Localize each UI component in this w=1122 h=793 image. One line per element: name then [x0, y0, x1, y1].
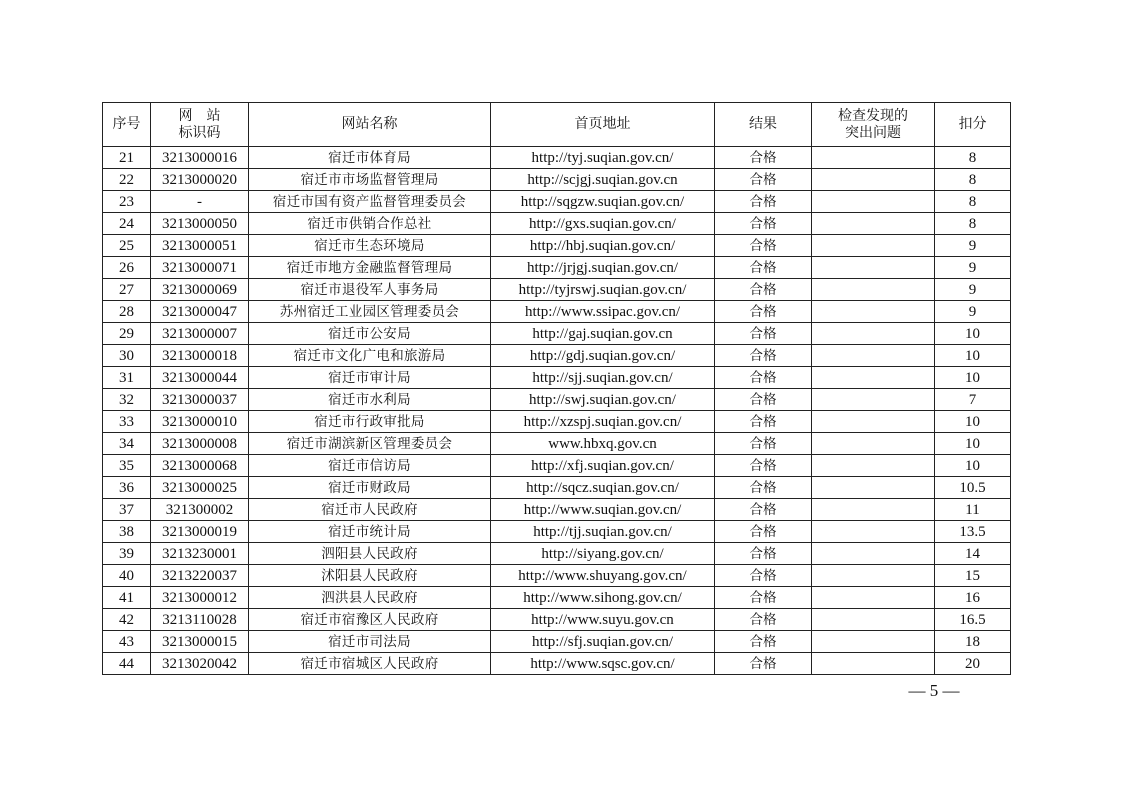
cell-site-code: 3213000007: [151, 323, 249, 345]
cell-score: 9: [935, 235, 1011, 257]
cell-issues: [812, 279, 935, 301]
cell-seq: 27: [103, 279, 151, 301]
header-site-code-line1: 网 站: [178, 107, 221, 124]
cell-site-name: 泗洪县人民政府: [249, 587, 491, 609]
cell-homepage-url: http://sjj.suqian.gov.cn/: [491, 367, 715, 389]
cell-homepage-url: http://jrjgj.suqian.gov.cn/: [491, 257, 715, 279]
cell-homepage-url: http://hbj.suqian.gov.cn/: [491, 235, 715, 257]
table-row: [103, 301, 1011, 323]
cell-score: 8: [935, 213, 1011, 235]
cell-result: 合格: [715, 389, 812, 411]
cell-site-code: 3213000071: [151, 257, 249, 279]
header-issues-line2: 突出问题: [845, 124, 901, 141]
table-row: [103, 169, 1011, 191]
cell-issues: [812, 147, 935, 169]
cell-seq: 34: [103, 433, 151, 455]
cell-result: 合格: [715, 367, 812, 389]
cell-score: 15: [935, 565, 1011, 587]
cell-issues: [812, 169, 935, 191]
header-issues: [812, 103, 935, 147]
cell-site-code: 3213230001: [151, 543, 249, 565]
table-row: [103, 323, 1011, 345]
cell-issues: [812, 411, 935, 433]
cell-site-name: 宿迁市财政局: [249, 477, 491, 499]
cell-homepage-url: http://gaj.suqian.gov.cn: [491, 323, 715, 345]
header-issues-line1: 检查发现的: [838, 107, 908, 124]
cell-site-code: 3213000050: [151, 213, 249, 235]
cell-seq: 44: [103, 653, 151, 675]
table-row: [103, 235, 1011, 257]
cell-score: 10: [935, 323, 1011, 345]
cell-homepage-url: http://tyj.suqian.gov.cn/: [491, 147, 715, 169]
cell-site-code: -: [151, 191, 249, 213]
table-body: [103, 147, 1011, 675]
cell-result: 合格: [715, 411, 812, 433]
cell-result: 合格: [715, 323, 812, 345]
cell-score: 14: [935, 543, 1011, 565]
cell-seq: 29: [103, 323, 151, 345]
cell-score: 9: [935, 257, 1011, 279]
cell-score: 8: [935, 169, 1011, 191]
header-homepage-url: 首页地址: [491, 103, 715, 147]
cell-seq: 41: [103, 587, 151, 609]
cell-homepage-url: http://www.suqian.gov.cn/: [491, 499, 715, 521]
cell-seq: 26: [103, 257, 151, 279]
table-row: [103, 653, 1011, 675]
cell-homepage-url: http://xfj.suqian.gov.cn/: [491, 455, 715, 477]
cell-score: 10: [935, 411, 1011, 433]
cell-site-code: 3213110028: [151, 609, 249, 631]
cell-result: 合格: [715, 301, 812, 323]
cell-score: 16: [935, 587, 1011, 609]
cell-site-code: 3213220037: [151, 565, 249, 587]
cell-homepage-url: http://gdj.suqian.gov.cn/: [491, 345, 715, 367]
cell-result: 合格: [715, 631, 812, 653]
cell-score: 20: [935, 653, 1011, 675]
cell-issues: [812, 587, 935, 609]
cell-site-code: 321300002: [151, 499, 249, 521]
cell-site-name: 宿迁市退役军人事务局: [249, 279, 491, 301]
cell-site-code: 3213000020: [151, 169, 249, 191]
cell-result: 合格: [715, 147, 812, 169]
cell-issues: [812, 345, 935, 367]
cell-seq: 21: [103, 147, 151, 169]
cell-issues: [812, 631, 935, 653]
cell-result: 合格: [715, 345, 812, 367]
cell-score: 8: [935, 147, 1011, 169]
header-seq: 序号: [103, 103, 151, 147]
table-row: [103, 609, 1011, 631]
cell-site-code: 3213000044: [151, 367, 249, 389]
website-inspection-table: [102, 102, 1011, 675]
cell-issues: [812, 367, 935, 389]
table-row: [103, 213, 1011, 235]
cell-site-name: 宿迁市人民政府: [249, 499, 491, 521]
header-row: [103, 103, 1011, 147]
table-row: [103, 631, 1011, 653]
cell-result: 合格: [715, 499, 812, 521]
cell-homepage-url: http://tjj.suqian.gov.cn/: [491, 521, 715, 543]
cell-issues: [812, 323, 935, 345]
cell-result: 合格: [715, 433, 812, 455]
cell-homepage-url: http://www.suyu.gov.cn: [491, 609, 715, 631]
table-row: [103, 521, 1011, 543]
cell-issues: [812, 301, 935, 323]
cell-result: 合格: [715, 477, 812, 499]
cell-seq: 39: [103, 543, 151, 565]
cell-score: 9: [935, 279, 1011, 301]
cell-score: 16.5: [935, 609, 1011, 631]
cell-site-name: 宿迁市司法局: [249, 631, 491, 653]
cell-site-code: 3213000016: [151, 147, 249, 169]
cell-score: 18: [935, 631, 1011, 653]
cell-site-name: 宿迁市水利局: [249, 389, 491, 411]
cell-result: 合格: [715, 609, 812, 631]
cell-seq: 36: [103, 477, 151, 499]
cell-site-code: 3213000051: [151, 235, 249, 257]
cell-result: 合格: [715, 213, 812, 235]
header-site-code: [151, 103, 249, 147]
cell-seq: 40: [103, 565, 151, 587]
cell-site-name: 宿迁市生态环境局: [249, 235, 491, 257]
cell-issues: [812, 235, 935, 257]
table-row: [103, 147, 1011, 169]
cell-site-name: 宿迁市供销合作总社: [249, 213, 491, 235]
cell-result: 合格: [715, 543, 812, 565]
cell-site-name: 宿迁市体育局: [249, 147, 491, 169]
cell-seq: 35: [103, 455, 151, 477]
cell-issues: [812, 653, 935, 675]
cell-score: 10: [935, 433, 1011, 455]
table-header: [103, 103, 1011, 147]
cell-homepage-url: http://www.ssipac.gov.cn/: [491, 301, 715, 323]
cell-site-name: 宿迁市文化广电和旅游局: [249, 345, 491, 367]
cell-seq: 37: [103, 499, 151, 521]
cell-site-code: 3213000018: [151, 345, 249, 367]
cell-issues: [812, 191, 935, 213]
cell-seq: 28: [103, 301, 151, 323]
cell-site-name: 苏州宿迁工业园区管理委员会: [249, 301, 491, 323]
cell-homepage-url: http://sfj.suqian.gov.cn/: [491, 631, 715, 653]
cell-site-code: 3213000012: [151, 587, 249, 609]
cell-homepage-url: http://www.shuyang.gov.cn/: [491, 565, 715, 587]
cell-homepage-url: http://tyjrswj.suqian.gov.cn/: [491, 279, 715, 301]
cell-homepage-url: www.hbxq.gov.cn: [491, 433, 715, 455]
page-number: — 5 —: [908, 681, 960, 700]
table-row: [103, 345, 1011, 367]
cell-site-code: 3213020042: [151, 653, 249, 675]
cell-seq: 30: [103, 345, 151, 367]
cell-issues: [812, 543, 935, 565]
cell-issues: [812, 213, 935, 235]
table-row: [103, 279, 1011, 301]
cell-seq: 43: [103, 631, 151, 653]
table-row: [103, 543, 1011, 565]
cell-score: 10: [935, 367, 1011, 389]
cell-site-name: 宿迁市市场监督管理局: [249, 169, 491, 191]
table-row: [103, 565, 1011, 587]
cell-result: 合格: [715, 587, 812, 609]
header-site-code-line2: 标识码: [178, 124, 221, 141]
cell-homepage-url: http://www.sihong.gov.cn/: [491, 587, 715, 609]
cell-site-code: 3213000010: [151, 411, 249, 433]
cell-issues: [812, 433, 935, 455]
cell-result: 合格: [715, 653, 812, 675]
table-row: [103, 411, 1011, 433]
cell-seq: 32: [103, 389, 151, 411]
cell-homepage-url: http://swj.suqian.gov.cn/: [491, 389, 715, 411]
table-row: [103, 587, 1011, 609]
cell-result: 合格: [715, 235, 812, 257]
cell-site-code: 3213000068: [151, 455, 249, 477]
cell-site-name: 宿迁市信访局: [249, 455, 491, 477]
table-row: [103, 477, 1011, 499]
cell-site-name: 宿迁市宿城区人民政府: [249, 653, 491, 675]
cell-homepage-url: http://xzspj.suqian.gov.cn/: [491, 411, 715, 433]
cell-score: 11: [935, 499, 1011, 521]
header-score: 扣分: [935, 103, 1011, 147]
cell-site-name: 泗阳县人民政府: [249, 543, 491, 565]
cell-score: 13.5: [935, 521, 1011, 543]
table-row: [103, 257, 1011, 279]
cell-seq: 25: [103, 235, 151, 257]
cell-site-name: 沭阳县人民政府: [249, 565, 491, 587]
cell-site-code: 3213000008: [151, 433, 249, 455]
cell-homepage-url: http://www.sqsc.gov.cn/: [491, 653, 715, 675]
cell-result: 合格: [715, 257, 812, 279]
cell-site-name: 宿迁市宿豫区人民政府: [249, 609, 491, 631]
cell-score: 10: [935, 455, 1011, 477]
cell-seq: 33: [103, 411, 151, 433]
cell-seq: 23: [103, 191, 151, 213]
cell-site-name: 宿迁市审计局: [249, 367, 491, 389]
cell-score: 7: [935, 389, 1011, 411]
header-site-name: 网站名称: [249, 103, 491, 147]
cell-site-code: 3213000015: [151, 631, 249, 653]
header-result: 结果: [715, 103, 812, 147]
cell-homepage-url: http://sqcz.suqian.gov.cn/: [491, 477, 715, 499]
cell-seq: 42: [103, 609, 151, 631]
cell-homepage-url: http://gxs.suqian.gov.cn/: [491, 213, 715, 235]
cell-issues: [812, 565, 935, 587]
table-row: [103, 455, 1011, 477]
cell-homepage-url: http://siyang.gov.cn/: [491, 543, 715, 565]
cell-issues: [812, 499, 935, 521]
cell-site-code: 3213000025: [151, 477, 249, 499]
cell-site-code: 3213000019: [151, 521, 249, 543]
cell-seq: 22: [103, 169, 151, 191]
cell-issues: [812, 389, 935, 411]
cell-issues: [812, 477, 935, 499]
cell-result: 合格: [715, 521, 812, 543]
cell-seq: 24: [103, 213, 151, 235]
cell-site-code: 3213000069: [151, 279, 249, 301]
cell-result: 合格: [715, 191, 812, 213]
cell-issues: [812, 521, 935, 543]
cell-score: 9: [935, 301, 1011, 323]
cell-issues: [812, 455, 935, 477]
cell-site-code: 3213000047: [151, 301, 249, 323]
cell-result: 合格: [715, 169, 812, 191]
cell-homepage-url: http://scjgj.suqian.gov.cn: [491, 169, 715, 191]
table-row: [103, 389, 1011, 411]
cell-score: 8: [935, 191, 1011, 213]
cell-issues: [812, 257, 935, 279]
cell-site-name: 宿迁市行政审批局: [249, 411, 491, 433]
cell-site-name: 宿迁市湖滨新区管理委员会: [249, 433, 491, 455]
cell-result: 合格: [715, 565, 812, 587]
cell-site-name: 宿迁市统计局: [249, 521, 491, 543]
cell-result: 合格: [715, 455, 812, 477]
table-row: [103, 367, 1011, 389]
table-row: [103, 433, 1011, 455]
cell-result: 合格: [715, 279, 812, 301]
table-row: [103, 499, 1011, 521]
cell-site-name: 宿迁市地方金融监督管理局: [249, 257, 491, 279]
cell-seq: 31: [103, 367, 151, 389]
cell-homepage-url: http://sqgzw.suqian.gov.cn/: [491, 191, 715, 213]
cell-score: 10: [935, 345, 1011, 367]
table-row: [103, 191, 1011, 213]
cell-site-code: 3213000037: [151, 389, 249, 411]
cell-seq: 38: [103, 521, 151, 543]
cell-site-name: 宿迁市公安局: [249, 323, 491, 345]
cell-site-name: 宿迁市国有资产监督管理委员会: [249, 191, 491, 213]
cell-issues: [812, 609, 935, 631]
cell-score: 10.5: [935, 477, 1011, 499]
